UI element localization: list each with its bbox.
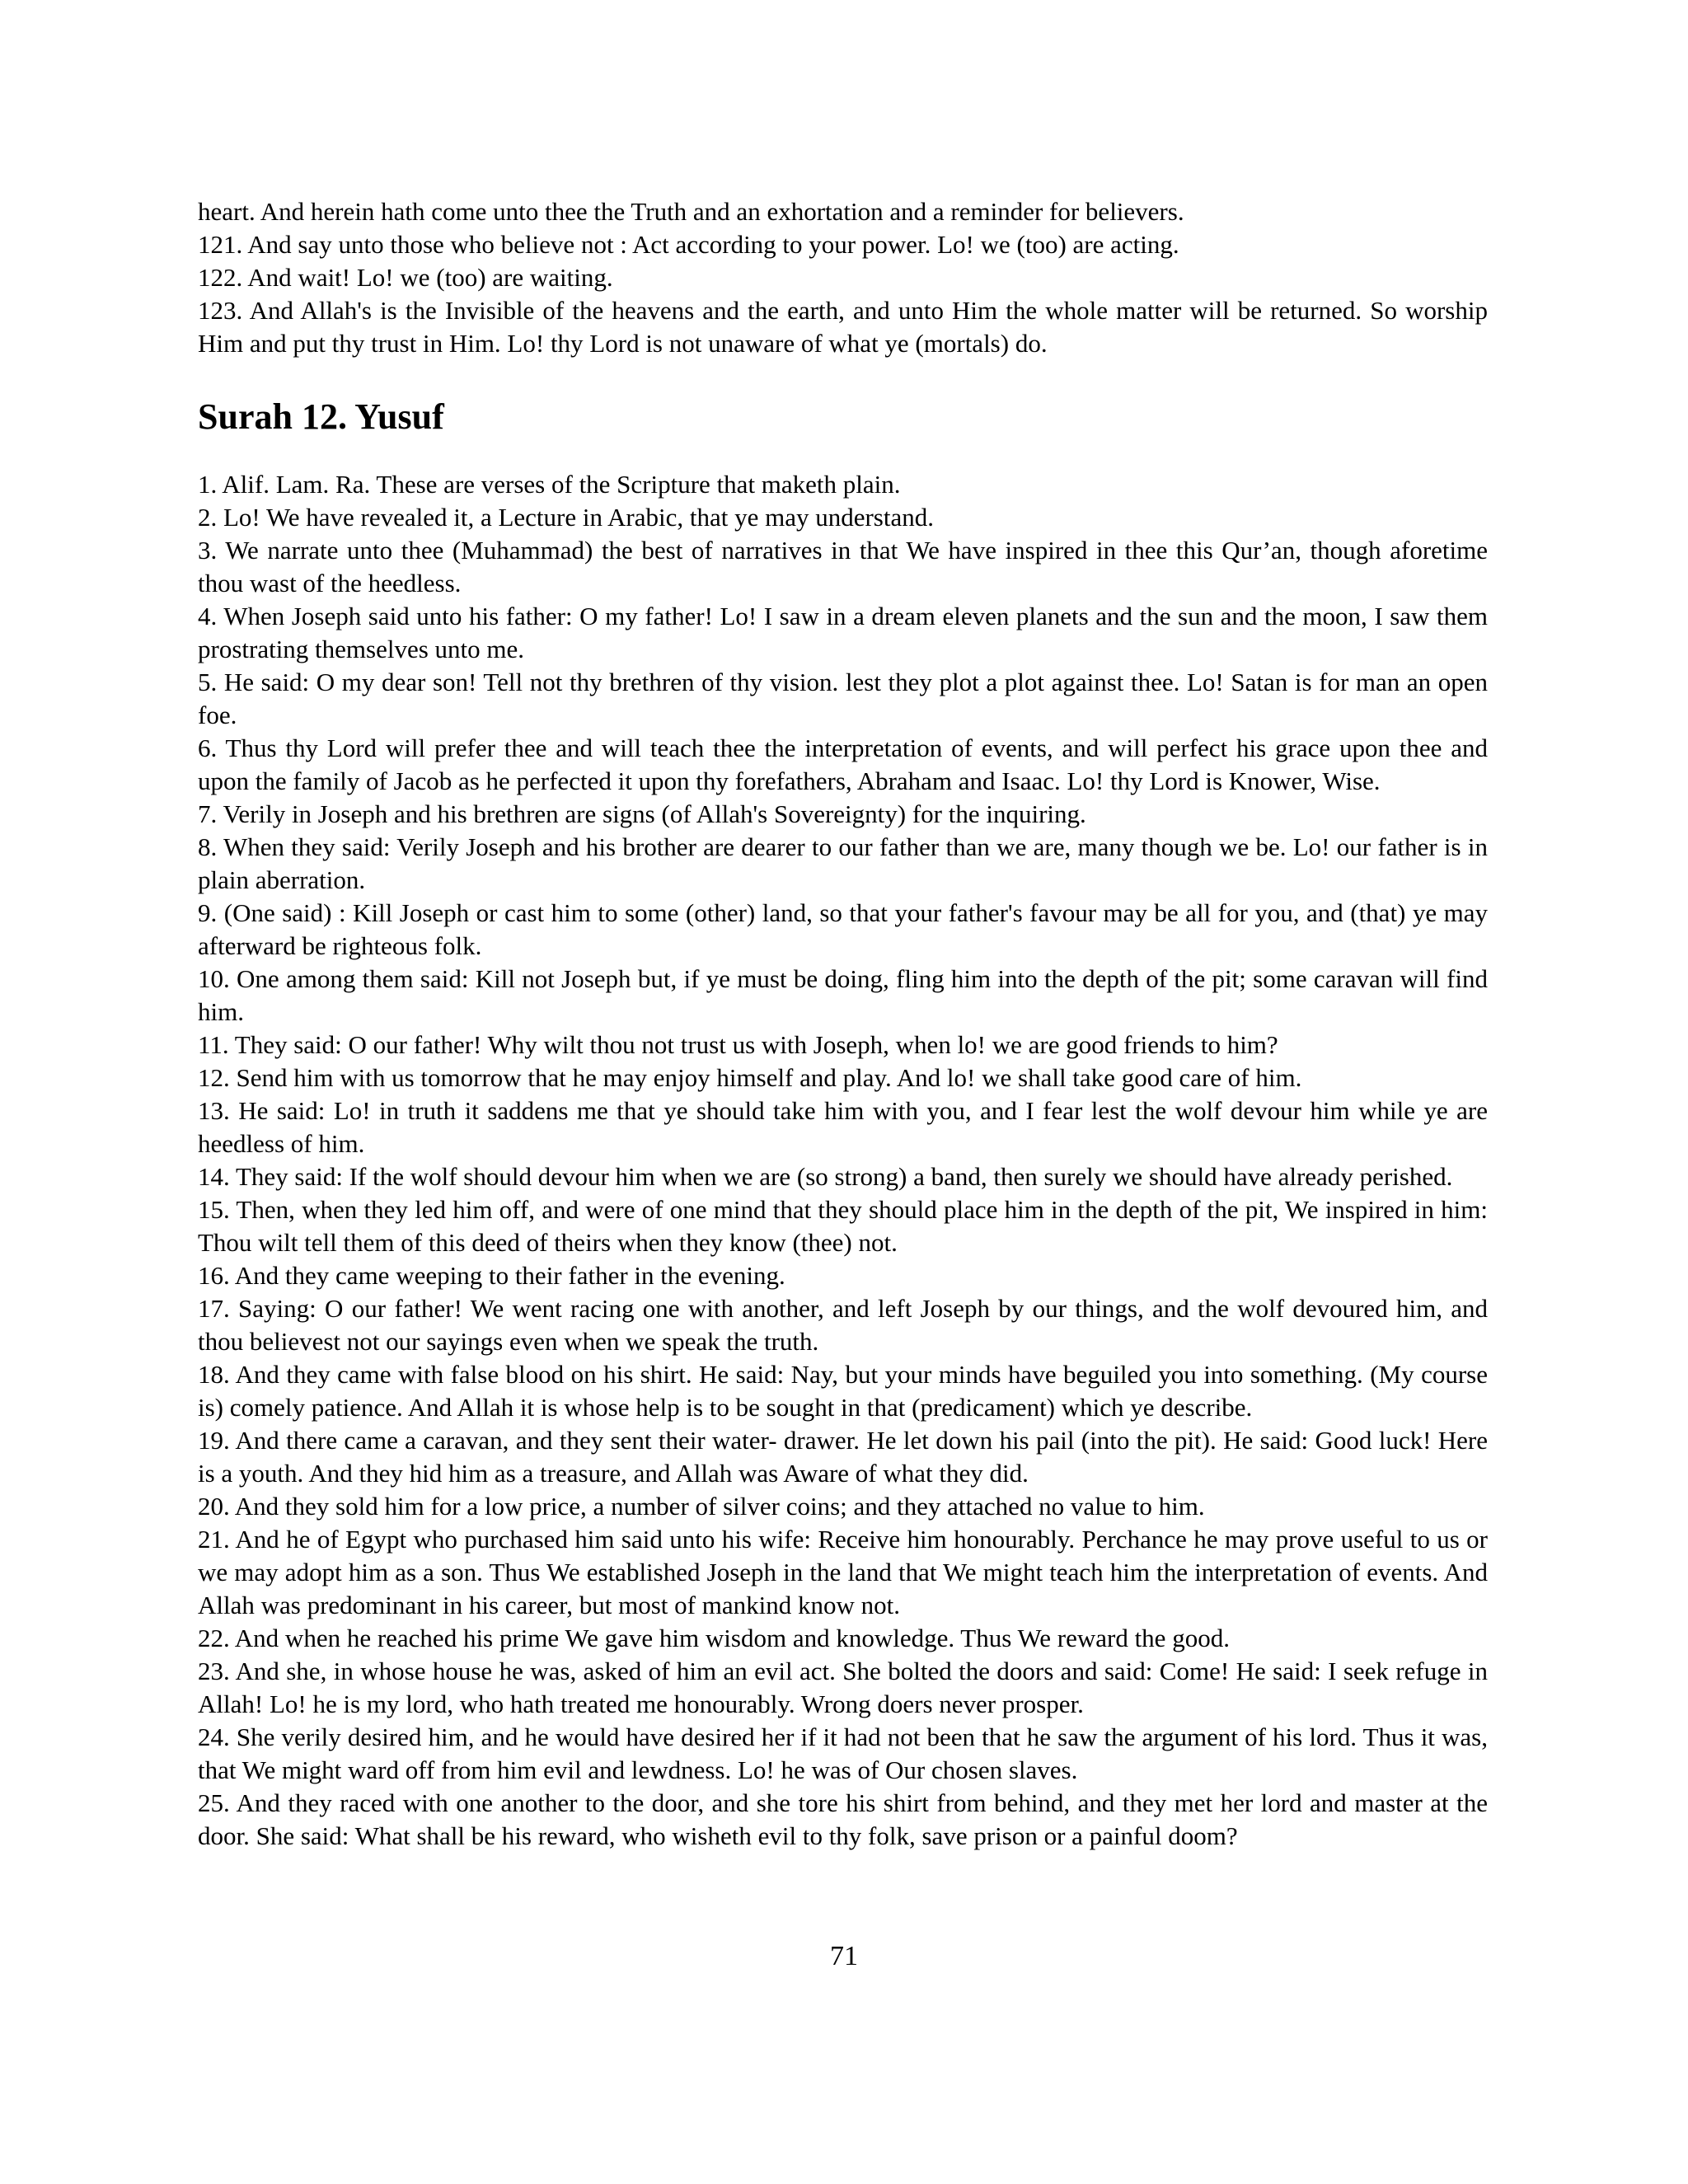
verse: 18. And they came with false blood on his shirt. He said: Nay, but your minds have beguiled you into something. (My course is) comely patience. And Allah it is whose help is to be sought in that (predicament) which ye describe. xyxy=(198,1360,1488,1422)
verse: 3. We narrate unto thee (Muhammad) the best of narratives in that We have inspired in thee this Qur’an, though aforetime thou wast of the heedless. xyxy=(198,536,1488,598)
verse: 5. He said: O my dear son! Tell not thy brethren of thy vision. lest they plot a plot against thee. Lo! Satan is for man an open foe. xyxy=(198,668,1488,729)
verse: 15. Then, when they led him off, and were of one mind that they should place him in the depth of the pit, We inspired in him: Thou wilt tell them of this deed of theirs when they know (thee) not. xyxy=(198,1195,1488,1257)
verse: 20. And they sold him for a low price, a number of silver coins; and they attached no value to him. xyxy=(198,1492,1205,1521)
verse: 21. And he of Egypt who purchased him said unto his wife: Receive him honourably. Perchance he may prove useful to us or we may adopt him as a son. Thus We established Joseph in the land that We might teach him the interpretation of events. And Allah was predominant in his career, but most of mankind know not. xyxy=(198,1525,1488,1619)
page-number: 71 xyxy=(830,1941,858,1971)
verse: 8. When they said: Verily Joseph and his brother are dearer to our father than we are, many though we be. Lo! our father is in plain aberration. xyxy=(198,832,1488,894)
verse: 4. When Joseph said unto his father: O my father! Lo! I saw in a dream eleven planets and the sun and the moon, I saw them prostrating themselves unto me. xyxy=(198,602,1488,663)
verse: 9. (One said) : Kill Joseph or cast him to some (other) land, so that your father's favour may be all for you, and (that) ye may afterward be righteous folk. xyxy=(198,898,1488,960)
verse: 10. One among them said: Kill not Joseph but, if ye must be doing, fling him into the depth of the pit; some caravan will find him. xyxy=(198,964,1488,1026)
verse: 24. She verily desired him, and he would have desired her if it had not been that he saw the argument of his lord. Thus it was, that We might ward off from him evil and lewdness. Lo! he was of Our chosen slaves. xyxy=(198,1722,1488,1784)
verse: 123. And Allah's is the Invisible of the heavens and the earth, and unto Him the whole matter will be returned. So worship Him and put thy trust in Him. Lo! thy Lord is not unaware of what ye (mortals) do. xyxy=(198,296,1488,358)
verse: 6. Thus thy Lord will prefer thee and will teach thee the interpretation of events, and will perfect his grace upon thee and upon the family of Jacob as he perfected it upon thy forefathers, Abraham and Isaac. Lo! thy Lord is Knower, Wise. xyxy=(198,733,1488,795)
verse: 23. And she, in whose house he was, asked of him an evil act. She bolted the doors and said: Come! He said: I seek refuge in Allah! Lo! he is my lord, who hath treated me honourably. Wrong doers never prosper. xyxy=(198,1657,1488,1718)
verse: 1. Alif. Lam. Ra. These are verses of the Scripture that maketh plain. xyxy=(198,470,901,499)
verse: 122. And wait! Lo! we (too) are waiting. xyxy=(198,263,613,292)
paragraph: heart. And herein hath come unto thee the Truth and an exhortation and a reminder for believers. xyxy=(198,197,1184,226)
verse: 17. Saying: O our father! We went racing one with another, and left Joseph by our things, and the wolf devoured him, and thou believest not our sayings even when we speak the truth. xyxy=(198,1294,1488,1356)
verse: 16. And they came weeping to their father in the evening. xyxy=(198,1261,785,1290)
verse: 13. He said: Lo! in truth it saddens me that ye should take him with you, and I fear lest the wolf devour him while ye are heedless of him. xyxy=(198,1096,1488,1158)
surah-heading: Surah 12. Yusuf xyxy=(198,396,444,437)
continued-text-block xyxy=(198,195,1488,360)
verse: 12. Send him with us tomorrow that he may enjoy himself and play. And lo! we shall take good care of him. xyxy=(198,1063,1302,1092)
verse: 2. Lo! We have revealed it, a Lecture in Arabic, that ye may understand. xyxy=(198,503,934,532)
verse: 22. And when he reached his prime We gave him wisdom and knowledge. Thus We reward the good. xyxy=(198,1624,1230,1652)
verse: 19. And there came a caravan, and they sent their water- drawer. He let down his pail (into the pit). He said: Good luck! Here is a youth. And they hid him as a treasure, and Allah was Aware of what they did. xyxy=(198,1426,1488,1488)
verse: 11. They said: O our father! Why wilt thou not trust us with Joseph, when lo! we are good friends to him? xyxy=(198,1030,1278,1059)
verse: 7. Verily in Joseph and his brethren are signs (of Allah's Sovereignty) for the inquiring. xyxy=(198,799,1086,828)
verses-block xyxy=(198,468,1488,1853)
verse: 14. They said: If the wolf should devour him when we are (so strong) a band, then surely we should have already perished. xyxy=(198,1162,1453,1191)
verse: 121. And say unto those who believe not : Act according to your power. Lo! we (too) are acting. xyxy=(198,230,1179,259)
verse: 25. And they raced with one another to the door, and she tore his shirt from behind, and they met her lord and master at the door. She said: What shall be his reward, who wisheth evil to thy folk, save prison or a painful doom? xyxy=(198,1788,1488,1850)
